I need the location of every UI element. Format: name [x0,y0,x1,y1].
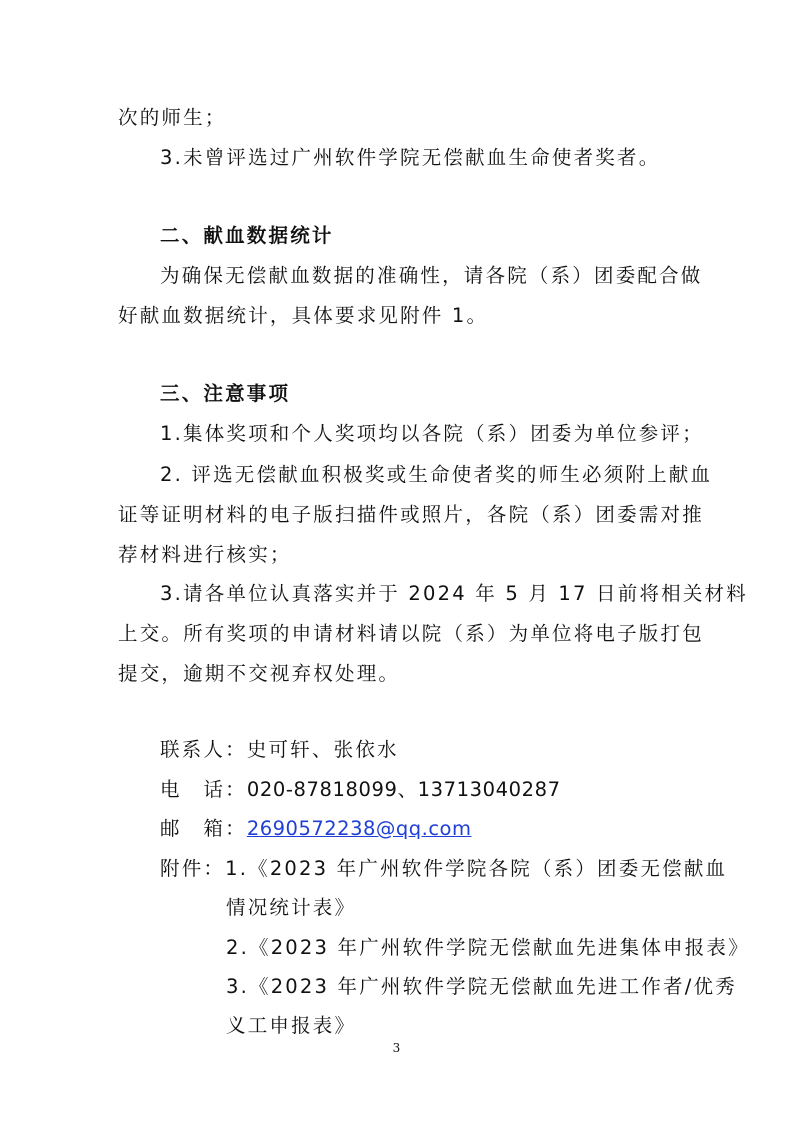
contact-person-label: 联系人： [160,738,247,761]
attachment-3-line-1: 3.《2023 年广州软件学院无偿献血先进工作者/优秀 [226,975,737,998]
contact-phone-label: 电 话： [160,778,247,801]
attachment-1-title: 1.《2023 年广州软件学院各院（系）团委无偿献血 [225,857,728,880]
page-number: 3 [392,1041,401,1055]
continuation-line-1: 次的师生； [118,106,227,129]
contact-email-link[interactable]: 2690572238@qq.com [246,817,472,840]
notice-item-3-line-1: 3.请各单位认真落实并于 2024 年 5 月 17 日前将相关材料 [160,582,748,605]
notice-item-2-line-2: 证等证明材料的电子版扫描件或照片，各院（系）团委需对推 [118,503,704,526]
notice-item-2-line-1: 2. 评选无偿献血积极奖或生命使者奖的师生必须附上献血 [160,463,713,486]
contact-email [160,815,471,843]
attachment-1-line-2: 情况统计表》 [226,896,357,919]
contact-phone [160,776,561,804]
section-2-heading: 二、献血数据统计 [160,224,334,247]
contact-person [160,736,399,764]
section-2-paragraph-line-1: 为确保无偿献血数据的准确性，请各院（系）团委配合做 [160,264,703,287]
attachments-label: 附件： [160,857,226,880]
section-3-heading: 三、注意事项 [160,382,291,405]
criteria-item-3: 3.未曾评选过广州软件学院无偿献血生命使者奖者。 [160,146,661,169]
notice-item-2-line-3: 荐材料进行核实； [118,543,292,566]
notice-item-1: 1.集体奖项和个人奖项均以各院（系）团委为单位参评； [160,422,704,445]
notice-item-3-line-3: 提交，逾期不交视弃权处理。 [118,662,401,685]
attachment-1-line-1 [160,855,728,883]
notice-item-3-line-2: 上交。所有奖项的申请材料请以院（系）为单位将电子版打包 [118,622,704,645]
contact-person-value: 史可轩、张依水 [246,738,399,761]
attachment-3-line-2: 义工申报表》 [226,1014,357,1037]
contact-email-label: 邮 箱： [160,817,247,840]
attachment-2: 2.《2023 年广州软件学院无偿献血先进集体申报表》 [226,936,750,959]
contact-phone-value: 020-87818099、13713040287 [246,778,561,801]
section-2-paragraph-line-2: 好献血数据统计，具体要求见附件 1。 [118,304,489,327]
